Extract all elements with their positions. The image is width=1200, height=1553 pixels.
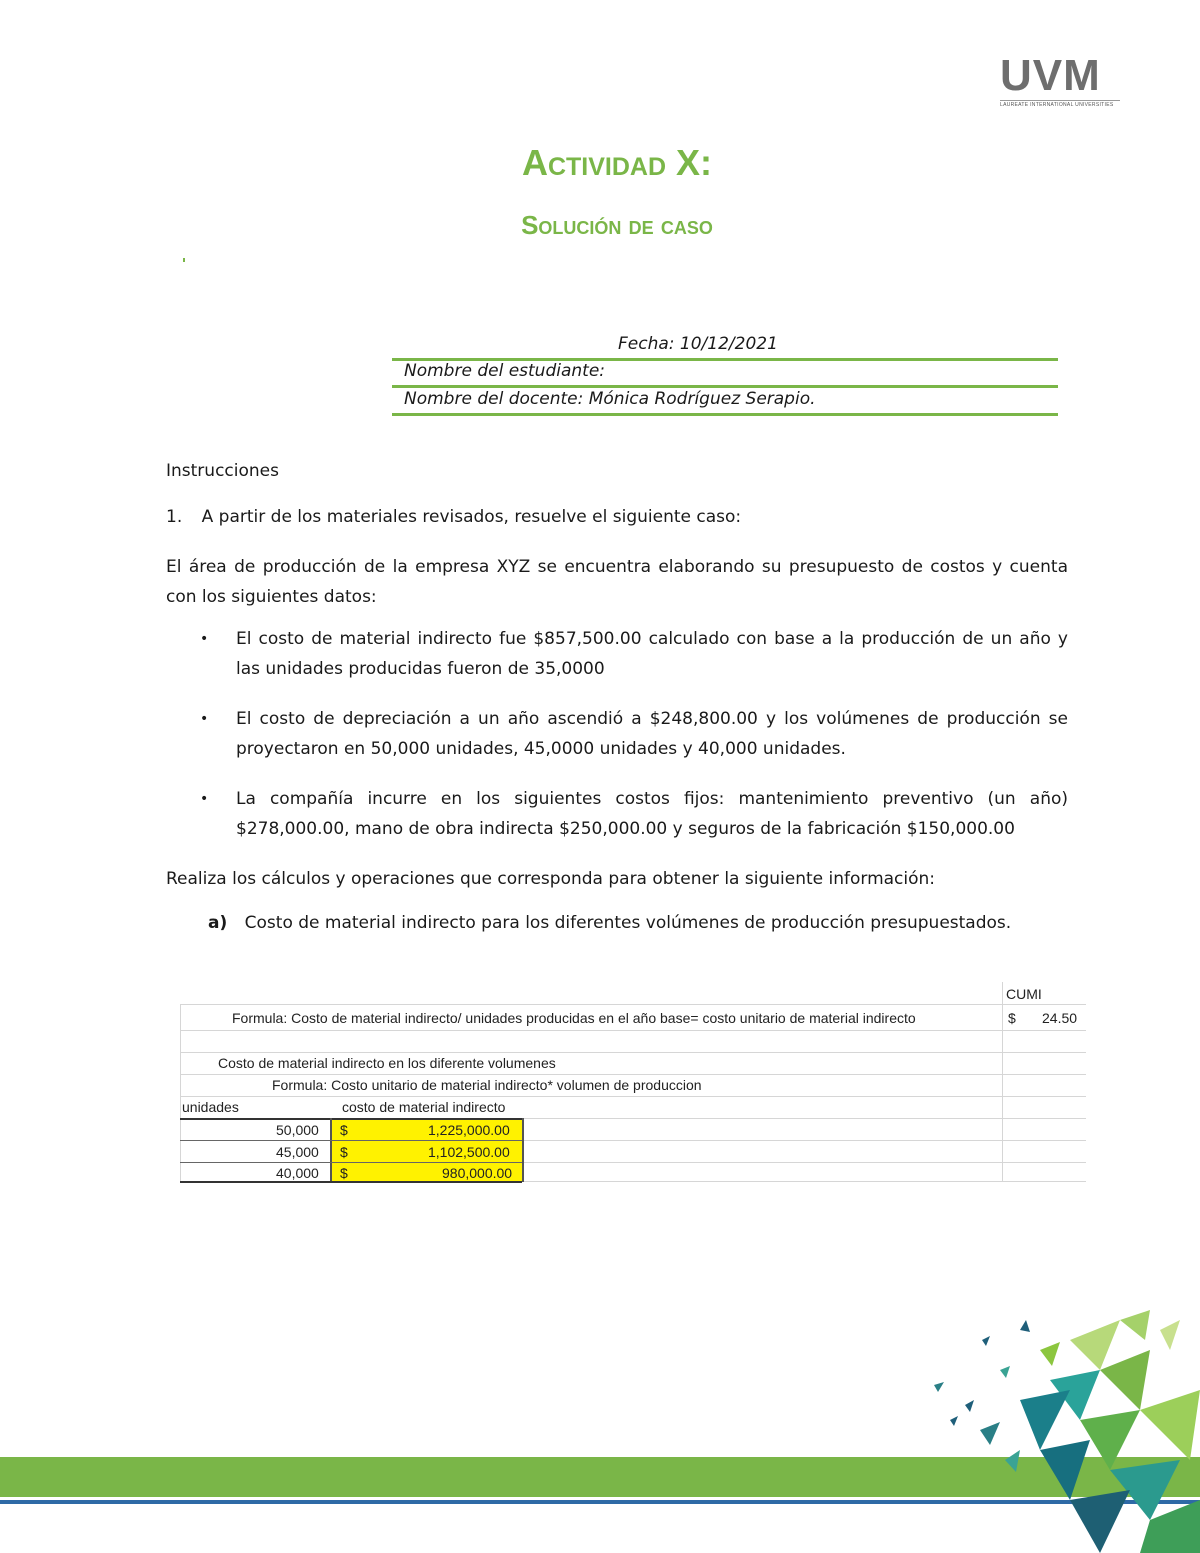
row-currency: $ [340,1165,348,1181]
cumi-label: CUMI [1006,986,1042,1002]
formula-1: Formula: Costo de material indirecto/ unidades producidas en el año base= costo unitario de material indirecto [232,1010,916,1026]
sub-item-a [208,908,1011,938]
realiza-text: Realiza los cálculos y operaciones que corresponda para obtener la siguiente información: [166,869,936,889]
bullet-item [200,704,1068,764]
row-cost: 980,000.00 [442,1165,513,1181]
row-units: 50,000 [276,1122,319,1138]
logo-text: UVM [1000,51,1101,100]
row-cost: 1,102,500.00 [428,1144,510,1160]
bullet-text: La compañía incurre en los siguientes costos fijos: mantenimiento preventivo (un año) $278,000.00, mano de obra indirecta $250,000.00 y seguros de la fabricación $150,000.00 [236,789,1068,839]
instruction-item-1 [166,502,741,532]
uvm-logo [1000,51,1120,108]
student-line [392,359,1058,388]
row-currency: $ [340,1122,348,1138]
date-line [392,332,1058,361]
teacher-line [392,387,1058,416]
bullet-icon: • [200,711,209,727]
cumi-value: 24.50 [1042,1010,1078,1026]
item-text: A partir de los materiales revisados, resuelve el siguiente caso: [201,507,742,527]
date-text: Fecha: 10/12/2021 [618,334,778,354]
logo-subtitle: LAUREATE INTERNATIONAL UNIVERSITIES [1000,100,1120,108]
row-cost: 1,225,000.00 [428,1122,510,1138]
bullet-item [200,624,1068,684]
sub-item-text: Costo de material indirecto para los diferentes volúmenes de producción presupuestados. [244,913,1012,933]
bullet-text: El costo de material indirecto fue $857,500.00 calculado con base a la producción de un año y las unidades producidas fueron de 35,0000 [236,629,1068,679]
document-subtitle: Solución de caso [521,210,713,240]
bullet-icon: • [200,791,209,807]
decorative-dot [183,258,185,262]
sub-item-label: a) [208,913,228,933]
decorative-triangles-graphic [920,1310,1200,1553]
bullet-item [200,784,1068,844]
case-paragraph: El área de producción de la empresa XYZ se encuentra elaborando su presupuesto de costos y cuenta con los siguientes datos: [166,557,1068,607]
section-title: Costo de material indirecto en los diferente volumenes [218,1055,556,1071]
spreadsheet-image [180,982,1086,1182]
instructions-heading: Instrucciones [166,461,279,481]
cumi-currency: $ [1008,1010,1016,1026]
item-number: 1. [166,507,183,527]
column-header-units: unidades [182,1099,239,1115]
student-text: Nombre del estudiante: [404,361,606,381]
bullet-text: El costo de depreciación a un año ascendió a $248,800.00 y los volúmenes de producción se proyectaron en 50,000 unidades, 45,0000 unidades y 40,000 unidades. [236,709,1068,759]
formula-2: Formula: Costo unitario de material indirecto* volumen de produccion [272,1077,702,1093]
document-title: Actividad X: [521,142,713,183]
row-currency: $ [340,1144,348,1160]
row-units: 40,000 [276,1165,319,1181]
teacher-text: Nombre del docente: Mónica Rodríguez Serapio. [404,389,816,409]
row-units: 45,000 [276,1144,319,1160]
bullet-icon: • [200,631,209,647]
column-header-cost: costo de material indirecto [342,1099,506,1115]
